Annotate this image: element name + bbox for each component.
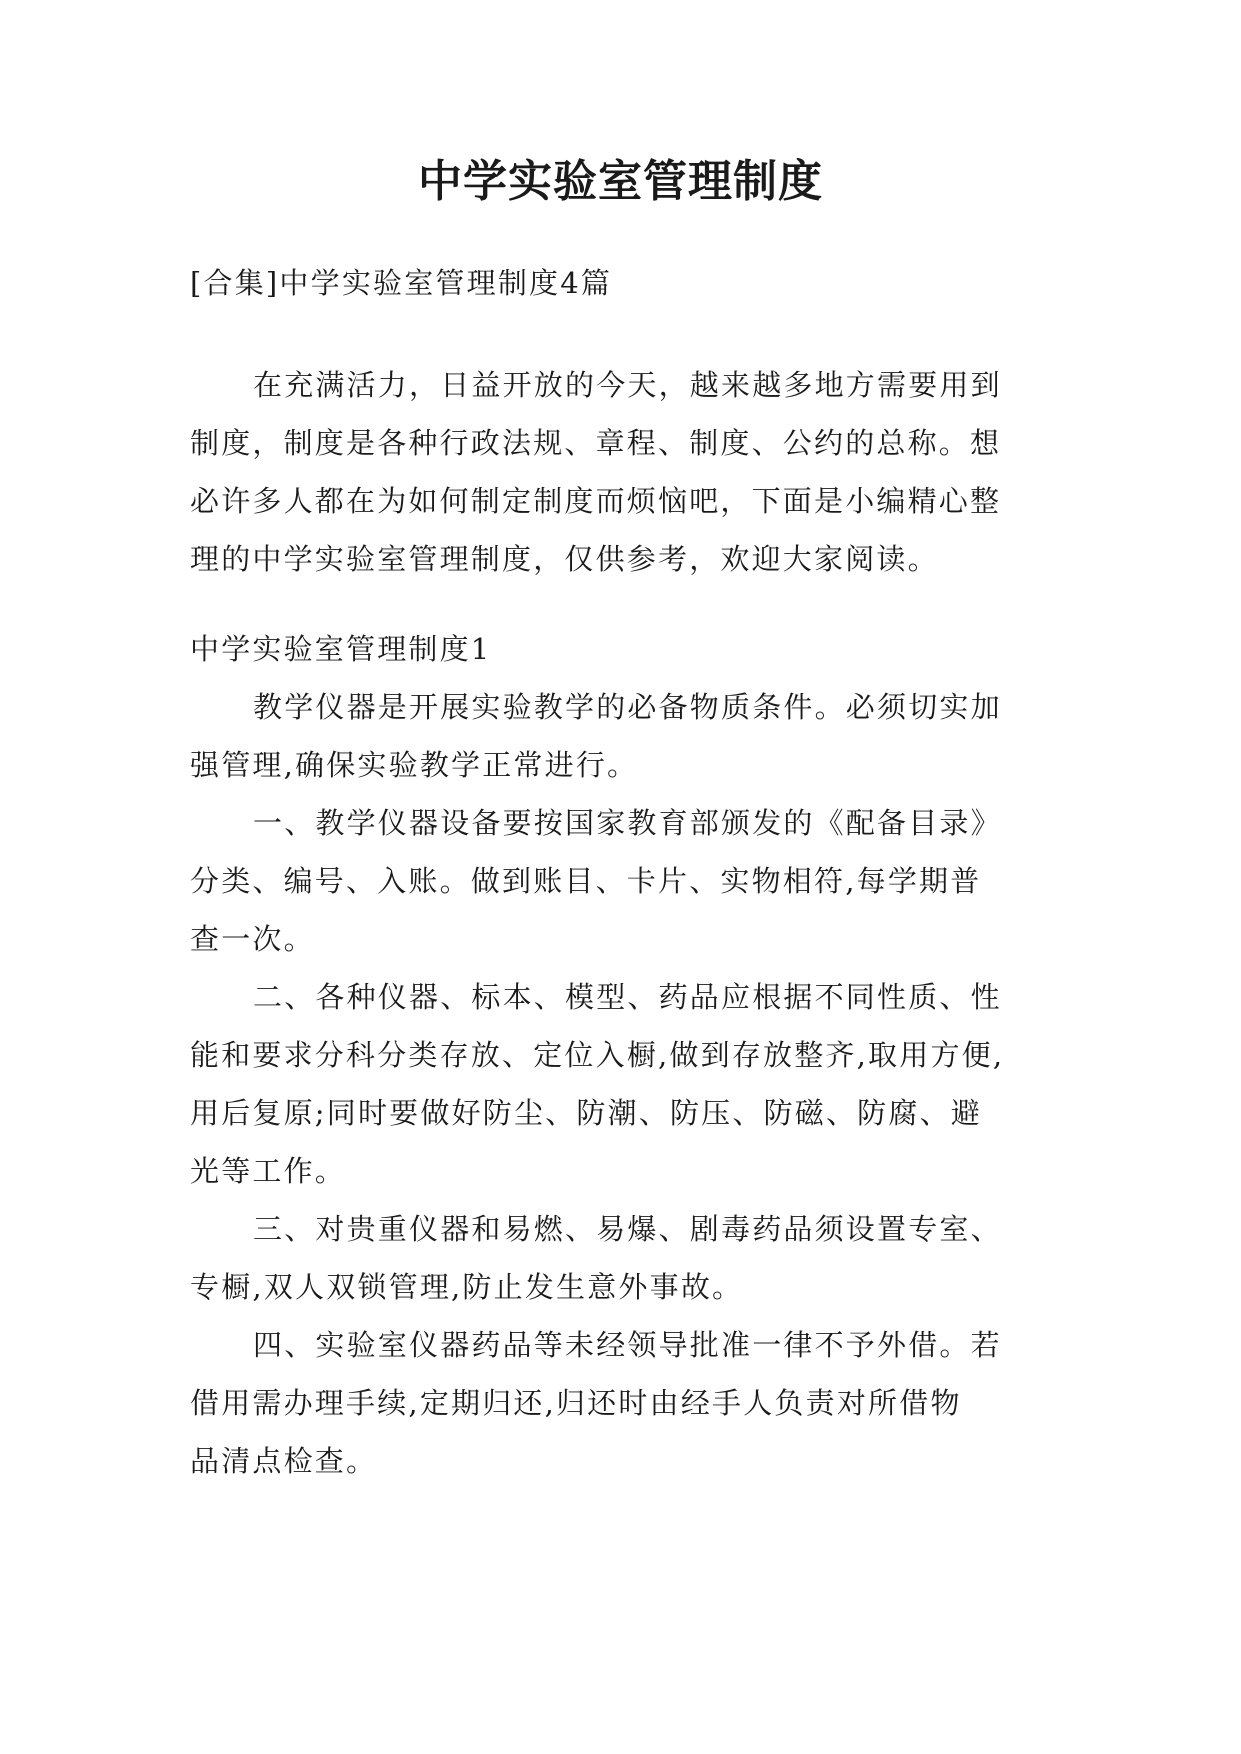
section-line: 一、教学仪器设备要按国家教育部颁发的《配备目录》 [253,806,1002,840]
section-line: 借用需办理手续,定期归还,归还时由经手人负责对所借物 [190,1386,962,1420]
intro-line: 制度，制度是各种行政法规、章程、制度、公约的总称。想 [190,426,1002,460]
section-line: 能和要求分科分类存放、定位入橱,做到存放整齐,取用方便, [190,1038,1005,1072]
intro-line: 理的中学实验室管理制度，仅供参考，欢迎大家阅读。 [190,542,939,576]
section-heading: 中学实验室管理制度1 [190,632,492,666]
section-line: 强管理,确保实验教学正常进行。 [190,748,639,782]
section-line: 教学仪器是开展实验教学的必备物质条件。必须切实加 [253,690,1002,724]
section-line: 三、对贵重仪器和易燃、易爆、剧毒药品须设置专室、 [253,1212,1002,1246]
document-title: 中学实验室管理制度 [418,156,823,207]
intro-line: 必许多人都在为如何制定制度而烦恼吧，下面是小编精心整 [190,484,1002,518]
intro-line: 在充满活力，日益开放的今天，越来越多地方需要用到 [253,368,1002,402]
section-line: 用后复原;同时要做好防尘、防潮、防压、防磁、防腐、避 [190,1096,982,1130]
section-line: 查一次。 [190,922,315,956]
section-line: 二、各种仪器、标本、模型、药品应根据不同性质、性 [253,980,1002,1014]
section-line: 品清点检查。 [190,1444,378,1478]
section-1 [190,620,1055,1490]
document-subtitle [190,254,1055,312]
subtitle-text: [合集]中学实验室管理制度4篇 [190,266,613,300]
intro-paragraph [190,356,1055,588]
section-line: 分类、编号、入账。做到账目、卡片、实物相符,每学期普 [190,864,982,898]
section-line: 光等工作。 [190,1154,347,1188]
section-line: 四、实验室仪器药品等未经领导批准一律不予外借。若 [253,1328,1002,1362]
section-line: 专橱,双人双锁管理,防止发生意外事故。 [190,1270,744,1304]
